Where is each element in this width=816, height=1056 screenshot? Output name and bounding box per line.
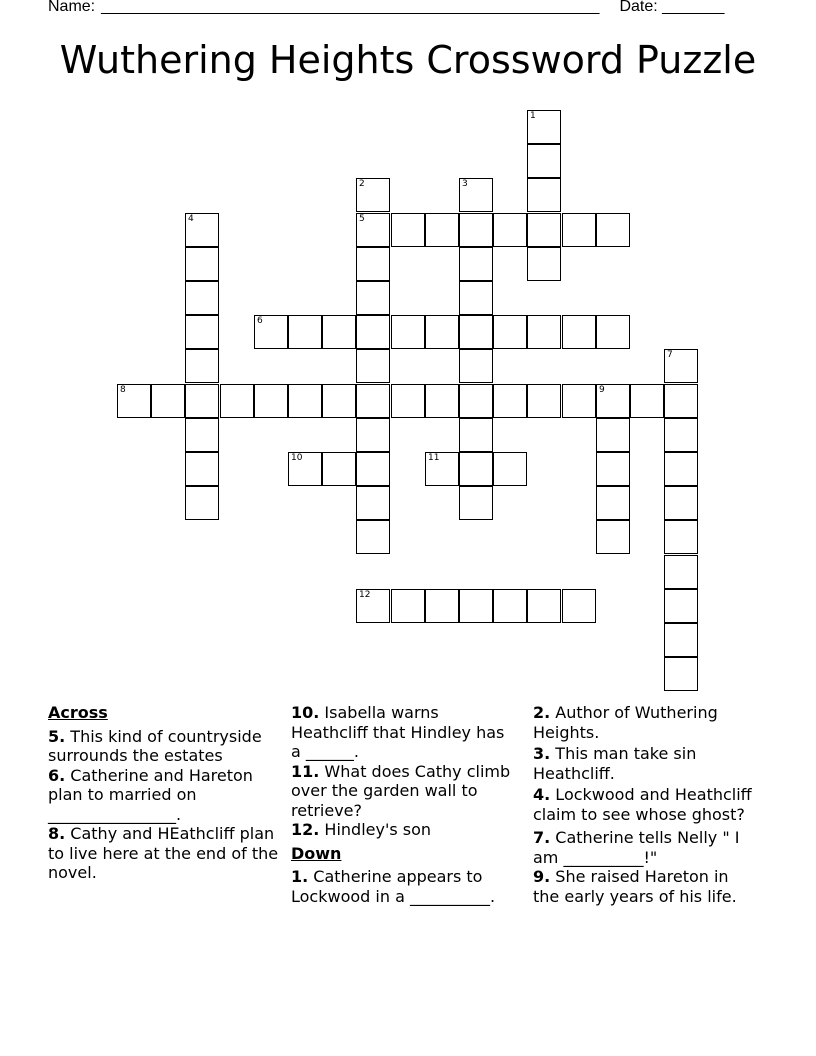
grid-cell[interactable] xyxy=(527,110,561,144)
grid-cell[interactable] xyxy=(185,452,219,486)
grid-cell[interactable] xyxy=(425,315,459,349)
grid-cell[interactable] xyxy=(185,213,219,247)
clues-column-2 xyxy=(291,703,517,906)
grid-cell[interactable] xyxy=(117,384,151,418)
grid-cell[interactable] xyxy=(425,452,459,486)
clue-down-9: 9. She raised Hareton in the early years of his life. xyxy=(533,867,737,906)
grid-cell[interactable] xyxy=(322,384,356,418)
clue-across-12: 12. Hindley's son xyxy=(291,820,432,839)
clue-number: 9 xyxy=(599,385,605,395)
grid-cell[interactable] xyxy=(185,418,219,452)
grid-cell[interactable] xyxy=(562,315,596,349)
clue-across-5: 5. This kind of countryside surrounds the estates xyxy=(48,726,262,765)
grid-cell[interactable] xyxy=(493,315,527,349)
grid-cell[interactable] xyxy=(493,213,527,247)
grid-cell[interactable] xyxy=(459,418,493,452)
clues-column-1 xyxy=(48,703,284,883)
grid-cell[interactable] xyxy=(664,589,698,623)
grid-cell[interactable] xyxy=(664,520,698,554)
grid-cell[interactable] xyxy=(185,486,219,520)
grid-cell[interactable] xyxy=(527,213,561,247)
clue-across-10: 10. Isabella warns Heathcliff that Hindley has a ______. xyxy=(291,703,505,761)
grid-cell[interactable] xyxy=(562,589,596,623)
grid-cell[interactable] xyxy=(664,349,698,383)
grid-cell[interactable] xyxy=(527,178,561,212)
grid-cell[interactable] xyxy=(322,452,356,486)
across-heading: Across xyxy=(48,703,108,722)
grid-cell[interactable] xyxy=(562,213,596,247)
grid-cell[interactable] xyxy=(596,213,630,247)
grid-cell[interactable] xyxy=(356,213,390,247)
grid-cell[interactable] xyxy=(356,452,390,486)
clue-number: 11 xyxy=(428,453,440,463)
grid-cell[interactable] xyxy=(596,520,630,554)
grid-cell[interactable] xyxy=(562,384,596,418)
clue-number: 2 xyxy=(359,179,365,189)
grid-cell[interactable] xyxy=(664,384,698,418)
grid-cell[interactable] xyxy=(664,555,698,589)
clues-column-3 xyxy=(533,703,759,906)
clue-down-2: 2. Author of Wuthering Heights. xyxy=(533,703,718,742)
clue-number: 4 xyxy=(188,214,194,224)
date-blank[interactable]: _______ xyxy=(662,0,725,15)
grid-cell[interactable] xyxy=(527,144,561,178)
grid-cell[interactable] xyxy=(596,486,630,520)
clue-number: 6 xyxy=(257,316,263,326)
clue-across-11: 11. What does Cathy climb over the garden wall to retrieve? xyxy=(291,761,511,820)
grid-cell[interactable] xyxy=(459,281,493,315)
clue-number: 5 xyxy=(359,214,365,224)
clue-number: 7 xyxy=(667,350,673,360)
grid-cell[interactable] xyxy=(185,315,219,349)
grid-cell[interactable] xyxy=(493,384,527,418)
grid-cell[interactable] xyxy=(459,247,493,281)
page-title: Wuthering Heights Crossword Puzzle xyxy=(59,38,757,82)
grid-cell[interactable] xyxy=(630,384,664,418)
grid-cell[interactable] xyxy=(185,349,219,383)
grid-cell[interactable] xyxy=(151,384,185,418)
grid-cell[interactable] xyxy=(459,178,493,212)
grid-cell[interactable] xyxy=(459,315,493,349)
grid-cell[interactable] xyxy=(391,384,425,418)
name-blank[interactable]: ________________________________________________________ xyxy=(101,0,600,15)
grid-cell[interactable] xyxy=(356,349,390,383)
grid-cell[interactable] xyxy=(185,281,219,315)
grid-cell[interactable] xyxy=(391,589,425,623)
clue-down-1: 1. Catherine appears to Lockwood in a __________. xyxy=(291,867,496,906)
grid-cell[interactable] xyxy=(356,520,390,554)
grid-cell[interactable] xyxy=(356,589,390,623)
grid-cell[interactable] xyxy=(220,384,254,418)
clue-across-8: 8. Cathy and HEathcliff plan to live here at the end of the novel. xyxy=(48,824,279,882)
grid-cell[interactable] xyxy=(356,486,390,520)
grid-cell[interactable] xyxy=(527,589,561,623)
grid-cell[interactable] xyxy=(356,281,390,315)
grid-cell[interactable] xyxy=(288,384,322,418)
grid-cell[interactable] xyxy=(596,315,630,349)
grid-cell[interactable] xyxy=(356,247,390,281)
grid-cell[interactable] xyxy=(664,452,698,486)
grid-cell[interactable] xyxy=(425,213,459,247)
grid-cell[interactable] xyxy=(185,384,219,418)
grid-cell[interactable] xyxy=(356,418,390,452)
clue-number: 10 xyxy=(291,453,303,463)
grid-cell[interactable] xyxy=(356,384,390,418)
down-heading: Down xyxy=(291,843,342,863)
grid-cell[interactable] xyxy=(664,418,698,452)
grid-cell[interactable] xyxy=(185,247,219,281)
grid-cell[interactable] xyxy=(596,384,630,418)
grid-cell[interactable] xyxy=(459,384,493,418)
clue-number: 1 xyxy=(530,111,536,121)
clue-across-6: 6. Catherine and Hareton plan to married on ________________. xyxy=(48,765,253,824)
grid-cell[interactable] xyxy=(596,452,630,486)
grid-cell[interactable] xyxy=(527,315,561,349)
grid-cell[interactable] xyxy=(288,452,322,486)
grid-cell[interactable] xyxy=(254,384,288,418)
grid-cell[interactable] xyxy=(459,452,493,486)
grid-cell[interactable] xyxy=(459,589,493,623)
clue-number: 12 xyxy=(359,590,371,600)
grid-cell[interactable] xyxy=(493,452,527,486)
grid-cell[interactable] xyxy=(596,418,630,452)
name-label: Name: xyxy=(48,0,96,15)
grid-cell[interactable] xyxy=(425,589,459,623)
grid-cell[interactable] xyxy=(425,384,459,418)
grid-cell[interactable] xyxy=(493,589,527,623)
grid-cell[interactable] xyxy=(356,315,390,349)
grid-cell[interactable] xyxy=(391,213,425,247)
clue-down-3: 3. This man take sin Heathcliff. xyxy=(533,744,697,783)
grid-cell[interactable] xyxy=(356,178,390,212)
grid-cell[interactable] xyxy=(254,315,288,349)
clue-down-7: 7. Catherine tells Nelly " I am __________!" xyxy=(533,828,740,867)
grid-cell[interactable] xyxy=(527,384,561,418)
clue-number: 8 xyxy=(120,385,126,395)
grid-cell[interactable] xyxy=(459,486,493,520)
grid-cell[interactable] xyxy=(664,623,698,657)
grid-cell[interactable] xyxy=(664,657,698,691)
grid-cell[interactable] xyxy=(664,486,698,520)
grid-cell[interactable] xyxy=(288,315,322,349)
grid-cell[interactable] xyxy=(527,247,561,281)
grid-cell[interactable] xyxy=(459,213,493,247)
clue-down-4: 4. Lockwood and Heathcliff claim to see whose ghost? xyxy=(533,785,752,824)
date-label: Date: xyxy=(619,0,658,15)
grid-cell[interactable] xyxy=(322,315,356,349)
clue-number: 3 xyxy=(462,179,468,189)
grid-cell[interactable] xyxy=(391,315,425,349)
grid-cell[interactable] xyxy=(459,349,493,383)
